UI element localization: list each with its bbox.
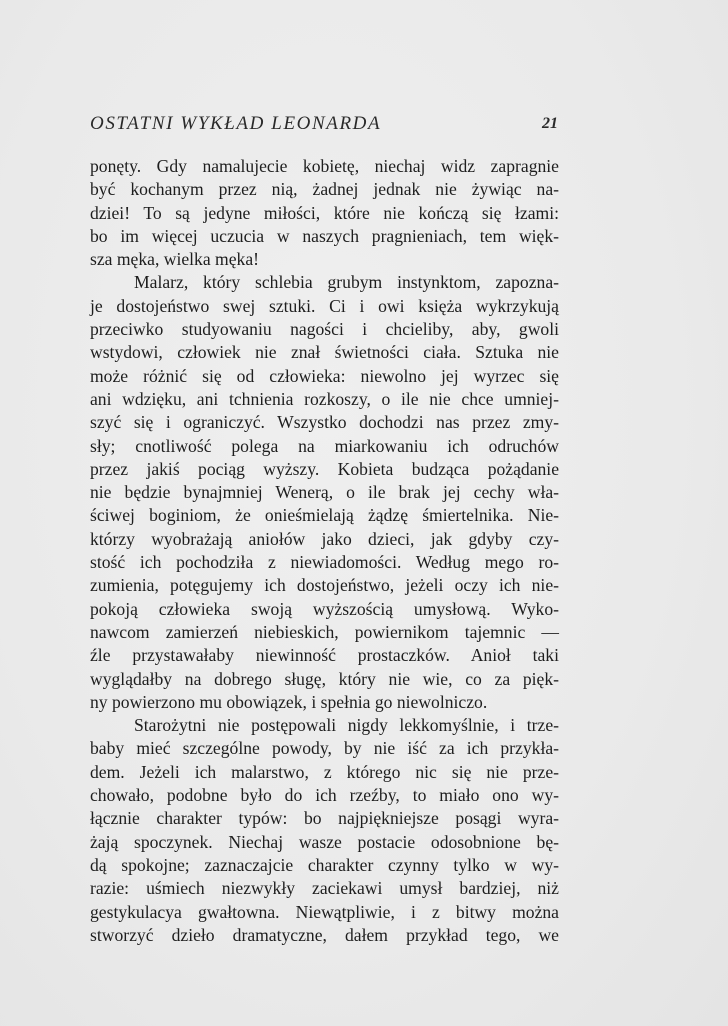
text-line: żają spoczynek. Niechaj wasze postacie odosobnione bę- bbox=[90, 831, 559, 852]
text-line: zumienia, potęgujemy ich dostojeństwo, jeżeli oczy ich nie- bbox=[90, 575, 559, 596]
text-line: wyglądałby na dobrego sługę, który nie wie, co za pięk- bbox=[90, 668, 559, 689]
text-line: dziei! To są jedyne miłości, które nie kończą się łzami: bbox=[90, 202, 559, 223]
text-line: dą spokojne; zaznaczajcie charakter czynny tylko w wy- bbox=[90, 854, 559, 875]
text-line: ponęty. Gdy namalujecie kobietę, niechaj widz zapragnie bbox=[90, 156, 559, 176]
text-line: ściwej boginiom, że onieśmielają żądzę śmiertelnika. Nie- bbox=[90, 505, 559, 526]
text-line: dem. Jeżeli ich malarstwo, z którego nic się nie prze- bbox=[90, 761, 559, 782]
text-line: stworzyć dzieło dramatyczne, dałem przykład tego, we bbox=[90, 924, 559, 945]
text-line: przez jakiś pociąg wyższy. Kobieta budząca pożądanie bbox=[90, 458, 559, 479]
text-line: przeciwko studyowaniu nagości i chcieliby, aby, gwoli bbox=[90, 319, 559, 340]
text-line: ny powierzono mu obowiązek, i spełnia go niewolniczo. bbox=[90, 691, 488, 712]
text-line: stość ich pochodziła z niewiadomości. Według mego ro- bbox=[90, 552, 559, 573]
text-line: być kochanym przez nią, żadnej jednak nie żywiąc na- bbox=[90, 179, 559, 200]
text-line: baby mieć szczególne powody, by nie iść za ich przykła- bbox=[90, 738, 559, 759]
text-line: Starożytni nie postępowali nigdy lekkomyślnie, i trze- bbox=[134, 715, 559, 736]
text-line: może różnić się od człowieka: niewolno jej wyrzec się bbox=[90, 365, 559, 386]
text-line: sły; cnotliwość polega na miarkowaniu ich odruchów bbox=[90, 435, 559, 456]
text-line: razie: uśmiech niezwykły zaciekawi umysł bardziej, niż bbox=[90, 878, 559, 899]
text-line: je dostojeństwo swej sztuki. Ci i owi księża wykrzykują bbox=[90, 295, 559, 316]
running-head bbox=[90, 113, 558, 139]
text-line: Malarz, który schlebia grubym instynktom, zapozna- bbox=[134, 272, 559, 293]
text-line: wstydowi, człowiek nie znał świetności ciała. Sztuka nie bbox=[90, 342, 559, 363]
text-line: gestykulacya gwałtowna. Niewątpliwie, i z bitwy można bbox=[90, 901, 559, 922]
text-line: ani wdzięku, ani tchnienia rozkoszy, o ile nie chce umniej- bbox=[90, 388, 559, 409]
text-line: nie będzie bynajmniej Wenerą, o ile brak jej cechy wła- bbox=[90, 482, 559, 503]
text-line: którzy wyobrażają aniołów jako dzieci, jak gdyby czy- bbox=[90, 528, 559, 549]
text-line: szyć się i ograniczyć. Wszystko dochodzi nas przez zmy- bbox=[90, 412, 559, 433]
text-line: bo im więcej uczucia w naszych pragnieniach, tem więk- bbox=[90, 225, 559, 246]
text-line: nawcom zamierzeń niebieskich, powiernikom tajemnic — bbox=[90, 621, 559, 642]
text-line: źle przystawałaby niewinność prostaczków. Anioł taki bbox=[90, 645, 559, 666]
text-line: pokoją człowieka swoją wyższością umysłową. Wyko- bbox=[90, 598, 559, 619]
page-number: 21 bbox=[542, 115, 558, 132]
body-text bbox=[90, 155, 559, 947]
running-title: OSTATNI WYKŁAD LEONARDA bbox=[90, 113, 382, 134]
text-line: chowało, podobne było do ich rzeźby, to miało ono wy- bbox=[90, 785, 559, 806]
text-line: sza męka, wielka męka! bbox=[90, 249, 260, 270]
text-line: łącznie charakter typów: bo najpiękniejsze posągi wyra- bbox=[90, 808, 559, 829]
